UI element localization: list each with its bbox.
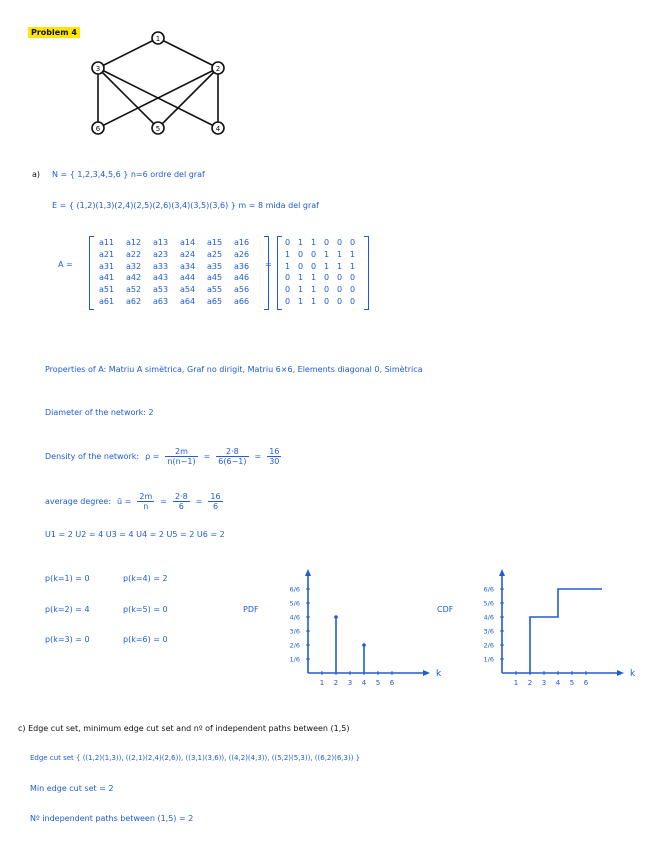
x-axis-label: k	[436, 669, 442, 679]
graph-node-4	[212, 122, 224, 134]
cdf-step-line	[530, 589, 602, 673]
graph-edge	[98, 68, 158, 128]
matrix-cell: a26	[233, 249, 250, 259]
graph-diagram	[80, 28, 240, 138]
matrix-row	[93, 272, 265, 284]
matrix-cell: 0	[349, 273, 356, 283]
graph-edge	[98, 38, 158, 68]
svg-text:6: 6	[95, 125, 101, 133]
matrix-cell: 1	[297, 285, 304, 295]
matrix-cell: a52	[125, 285, 142, 295]
graph-node-5	[152, 122, 164, 134]
matrix-cell: 0	[336, 296, 343, 306]
matrix-cell: a45	[206, 273, 223, 283]
matrix-cell: 1	[284, 249, 291, 259]
y-tick-label: 2/6	[483, 641, 494, 650]
matrix-cell: a22	[125, 249, 142, 259]
graph-node-2	[212, 62, 224, 74]
network-density: Density of the network: ρ = $\frac{2m}{n(n-1)}$ = $\frac{2\cdot 8}{6(6-1)}$ = $\frac{16}{30}$	[45, 447, 280, 466]
matrix-cell: 0	[323, 238, 330, 247]
matrix-cell: a51	[98, 285, 115, 295]
pk-4: p(k=4) = 2	[123, 574, 168, 583]
matrix-row	[281, 272, 365, 284]
matrix-cell: 0	[336, 285, 343, 295]
matrix-cell: a63	[152, 296, 169, 306]
svg-text:1: 1	[155, 35, 161, 43]
svg-text:2: 2	[215, 65, 221, 73]
x-tick-label: 2	[333, 679, 339, 687]
matrix-cell: 0	[323, 296, 330, 306]
matrix-cell: a64	[179, 296, 196, 306]
matrix-cell: a15	[206, 238, 223, 247]
matrix-cell: 0	[323, 285, 330, 295]
x-tick-label: 6	[389, 679, 395, 687]
matrix-cell: a43	[152, 273, 169, 283]
matrix-cell: 1	[284, 261, 291, 271]
matrix-cell: 0	[310, 261, 317, 271]
pk-1: p(k=1) = 0	[45, 574, 90, 583]
matrix-cell: 0	[284, 238, 291, 247]
matrix-cell: a55	[206, 285, 223, 295]
matrix-cell: 0	[284, 296, 291, 306]
matrix-cell: 1	[297, 273, 304, 283]
x-tick-label: 4	[555, 679, 561, 687]
matrix-row	[281, 249, 365, 261]
matrix-cell: 0	[323, 273, 330, 283]
matrix-cell: 1	[310, 273, 317, 283]
y-tick-label: 1/6	[483, 655, 494, 664]
x-tick-label: 4	[361, 679, 367, 687]
y-tick-label: 6/6	[483, 585, 494, 594]
y-axis-arrow	[499, 569, 505, 576]
matrix-cell: a16	[233, 238, 250, 247]
matrix-cell: 1	[336, 249, 343, 259]
matrix-cell: 0	[310, 249, 317, 259]
matrix-a-label: A =	[58, 260, 73, 269]
matrix-row	[93, 249, 265, 261]
matrix-cell: 1	[349, 249, 356, 259]
matrix-cell: a25	[206, 249, 223, 259]
y-tick-label: 4/6	[289, 613, 300, 622]
pk-3: p(k=3) = 0	[45, 635, 90, 644]
matrix-cell: a14	[179, 238, 196, 247]
matrix-row	[93, 261, 265, 273]
matrix-cell: a35	[206, 261, 223, 271]
matrix-cell: 0	[284, 285, 291, 295]
graph-node-3	[92, 62, 104, 74]
matrix-cell: a46	[233, 273, 250, 283]
node-degrees: U1 = 2 U2 = 4 U3 = 4 U4 = 2 U5 = 2 U6 = 2	[45, 530, 225, 539]
svg-text:5: 5	[155, 125, 161, 133]
matrix-cell: 1	[297, 238, 304, 247]
matrix-cell: a44	[179, 273, 196, 283]
matrix-cell: 0	[349, 238, 356, 247]
y-tick-label: 5/6	[289, 599, 300, 608]
y-tick-label: 1/6	[289, 655, 300, 664]
y-axis-arrow	[305, 569, 311, 576]
graph-node-1	[152, 32, 164, 44]
matrix-cell: 0	[336, 238, 343, 247]
y-tick-label: 3/6	[289, 627, 300, 636]
matrix-cell: a11	[98, 238, 115, 247]
edge-set-line: E = { (1,2)(1,3)(2,4)(2,5)(2,6)(3,4)(3,5)(3,6) } m = 8 mida del graf	[52, 201, 319, 210]
matrix-cell: a24	[179, 249, 196, 259]
cdf-label: CDF	[437, 605, 454, 614]
matrix-cell: 0	[349, 296, 356, 306]
matrix-cell: 1	[323, 261, 330, 271]
x-tick-label: 3	[541, 679, 547, 687]
matrix-cell: a54	[179, 285, 196, 295]
matrix-row	[93, 284, 265, 296]
matrix-cell: a56	[233, 285, 250, 295]
part-a-label: a)	[32, 170, 41, 179]
matrix-cell: a32	[125, 261, 142, 271]
matrix-cell: 1	[310, 296, 317, 306]
average-degree: average degree: ū = $\frac{2m}{n}$ = $\frac{2\cdot 8}{6}$ = $\frac{16}{6}$	[45, 492, 221, 511]
pk-5: p(k=5) = 0	[123, 605, 168, 614]
pk-6: p(k=6) = 0	[123, 635, 168, 644]
y-tick-label: 6/6	[289, 585, 300, 594]
matrix-cell: a21	[98, 249, 115, 259]
pdf-point	[362, 643, 366, 647]
matrix-cell: a23	[152, 249, 169, 259]
matrix-properties: Properties of A: Matriu A simètrica, Graf no dirigit, Matriu 6×6, Elements diagonal 0, Simètrica	[45, 365, 423, 374]
x-tick-label: 5	[569, 679, 575, 687]
svg-text:4: 4	[215, 125, 221, 133]
problem-label: Problem 4	[28, 20, 80, 39]
matrix-row	[281, 237, 365, 249]
matrix-cell: a42	[125, 273, 142, 283]
matrix-row	[281, 261, 365, 273]
matrix-cell: a61	[98, 296, 115, 306]
graph-node-6	[92, 122, 104, 134]
pdf-label: PDF	[243, 605, 259, 614]
x-tick-label: 1	[319, 679, 325, 687]
part-c-heading: c) Edge cut set, minimum edge cut set and nº of independent paths between (1,5)	[18, 724, 350, 733]
x-tick-label: 3	[347, 679, 353, 687]
matrix-cell: 0	[297, 249, 304, 259]
matrix-cell: 1	[310, 285, 317, 295]
matrix-cell: 1	[336, 261, 343, 271]
matrix-cell: a31	[98, 261, 115, 271]
matrix-cell: a62	[125, 296, 142, 306]
matrix-cell: 0	[349, 285, 356, 295]
node-set-line: N = { 1,2,3,4,5,6 } n=6 ordre del graf	[52, 170, 205, 179]
matrix-cell: a13	[152, 238, 169, 247]
matrix-cell: a41	[98, 273, 115, 283]
matrix-row	[281, 284, 365, 296]
matrix-cell: 1	[310, 238, 317, 247]
matrix-equals: =	[265, 260, 272, 269]
pdf-chart	[268, 565, 442, 695]
matrix-cell: 0	[284, 273, 291, 283]
matrix-cell: a12	[125, 238, 142, 247]
y-tick-label: 3/6	[483, 627, 494, 636]
x-axis-label: k	[630, 669, 636, 679]
symbolic-matrix	[89, 236, 269, 310]
matrix-cell: 0	[297, 261, 304, 271]
x-tick-label: 2	[527, 679, 533, 687]
graph-edge	[158, 68, 218, 128]
matrix-cell: 1	[323, 249, 330, 259]
matrix-cell: a53	[152, 285, 169, 295]
matrix-row	[281, 296, 365, 308]
x-tick-label: 1	[513, 679, 519, 687]
matrix-cell: 1	[349, 261, 356, 271]
matrix-cell: a65	[206, 296, 223, 306]
x-axis-arrow	[617, 670, 624, 676]
graph-edge	[158, 38, 218, 68]
pdf-point	[334, 615, 338, 619]
network-diameter: Diameter of the network: 2	[45, 408, 154, 417]
matrix-cell: 1	[297, 296, 304, 306]
svg-text:3: 3	[95, 65, 101, 73]
y-tick-label: 4/6	[483, 613, 494, 622]
matrix-cell: 0	[336, 273, 343, 283]
y-tick-label: 5/6	[483, 599, 494, 608]
min-edge-cut-set: Min edge cut set = 2	[30, 784, 114, 793]
x-tick-label: 5	[375, 679, 381, 687]
x-axis-arrow	[423, 670, 430, 676]
pk-2: p(k=2) = 4	[45, 605, 90, 614]
y-tick-label: 2/6	[289, 641, 300, 650]
matrix-cell: a36	[233, 261, 250, 271]
cdf-chart	[462, 565, 636, 695]
numeric-matrix	[277, 236, 369, 310]
matrix-cell: a66	[233, 296, 250, 306]
x-tick-label: 6	[583, 679, 589, 687]
matrix-cell: a34	[179, 261, 196, 271]
matrix-cell: a33	[152, 261, 169, 271]
matrix-row	[93, 237, 265, 249]
matrix-row	[93, 296, 265, 308]
independent-paths: Nº independent paths between (1,5) = 2	[30, 814, 194, 823]
edge-cut-set: Edge cut set { ((1,2)(1,3)), ((2,1)(2,4)(2,6)), ((3,1)(3,6)), ((4,2)(4,3)), ((5,2)(5,3)), ((6,2)(6,3)) }	[30, 754, 361, 762]
